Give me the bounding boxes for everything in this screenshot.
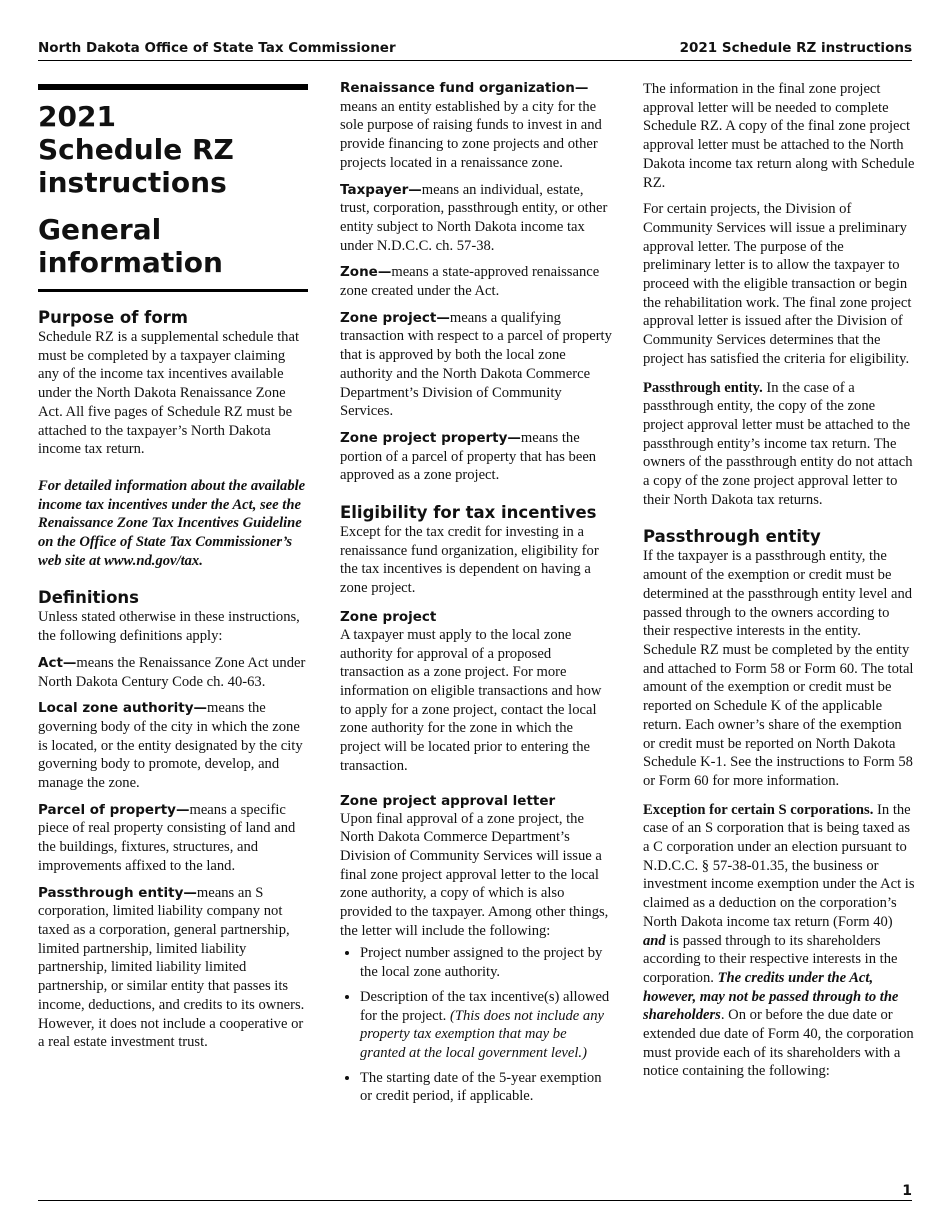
eligibility-heading: Eligibility for tax incentives — [340, 503, 597, 523]
final-letter-text: The information in the final zone project approval letter will be needed to complete Schedule RZ. A copy of the final zone project approval letter must be attached to the North Dakota income tax return along with Schedule RZ. — [643, 81, 915, 191]
definition-local-zone-authority: Local zone authority—means the governing body of the city in which the zone is located, or the entity designated by the city governing body to promote, develop, and manage the zone. — [38, 700, 303, 792]
passthrough-letter-note: Passthrough entity. In the case of a passthrough entity, the copy of the zone project approval letter must be attached to the passthrough entity’s income tax return. The owners of the passthrough entity do not attach a copy of the zone project approval letter to their North Dakota tax returns. — [643, 379, 913, 508]
definition-zone: Zone—means a state-approved renaissance zone created under the Act. — [340, 264, 600, 300]
letter-contents-list — [340, 944, 612, 1106]
agency-name: North Dakota Office of State Tax Commissioner — [38, 40, 396, 56]
definition-renaissance-fund: Renaissance fund organization—means an entity established by a city for the sole purpose of raising funds to invest in and provide financing to zone projects and other projects located in a renaissance zone. — [340, 80, 602, 171]
approval-letter-text: Upon final approval of a zone project, the North Dakota Commerce Department’s Division of Community Services will issue a final zone project approval letter to the local zone authority, a copy of which is also provided to the taxpayer. Among other things, the letter will include the following: — [340, 810, 609, 939]
passthrough-heading: Passthrough entity — [643, 527, 821, 547]
purpose-text: Schedule RZ is a supplemental schedule that must be completed by a taxpayer claiming any of the income tax incentives available under the North Dakota Renaissance Zone Act. All five pages of Schedule RZ must be attached to the taxpayer’s North Dakota income tax return. — [38, 329, 299, 458]
page-number: 1 — [902, 1183, 912, 1199]
definition-parcel: Parcel of property—means a specific piece of real property consisting of land and the buildings, fixtures, structures, and improvements affixed to the land. — [38, 801, 296, 874]
zone-project-text: A taxpayer must apply to the local zone authority for approval of a proposed transaction as a zone project. For more information on eligible transactions and how to apply for a zone project, contact the local zone authority for the zone in which the project will be located prior to entering the transaction. — [340, 626, 602, 774]
page-header — [38, 40, 912, 61]
list-item: • The starting date of the 5-year exemption or credit period, if applicable. — [360, 1069, 612, 1106]
title-block — [38, 84, 308, 292]
passthrough-text: If the taxpayer is a passthrough entity, the amount of the exemption or credit must be determined at the passthrough entity level and passed through to the owners according to their respective interests in the entity. Schedule RZ must be completed by the entity and attached to Form 58 or Form 60. The total amount of the exemption or credit must be reported on Schedule K of the applicable return. Each owner’s share of the exemption or credit must be reported on North Dakota Schedule K-1. See the instructions to Form 58 or Form 60 for more information. — [643, 548, 914, 789]
list-item: • Description of the tax incentive(s) allowed for the project. (This does not include any property tax exemption that may be granted at the local government level.) — [360, 988, 612, 1063]
zone-project-heading: Zone project — [340, 608, 437, 625]
purpose-note: For detailed information about the available income tax incentives under the Act, see the Renaissance Zone Tax Incentives Guideline on the Office of State Tax Commissioner’s web site at www.nd.gov/tax. — [38, 477, 306, 569]
definitions-intro: Unless stated otherwise in these instructions, the following definitions apply: — [38, 609, 300, 645]
approval-letter-heading: Zone project approval letter — [340, 792, 556, 809]
s-corp-exception: Exception for certain S corporations. In the case of an S corporation that is being taxed as a C corporation under an election pursuant to N.D.C.C. § 57-38-01.35, the business or investment income exemption under the Act is claimed as a deduction on the corporation’s North Dakota income tax return (Form 40) and is passed through to its shareholders according to their respective interests in the corporation. The credits under the Act, however, may not be passed through to the shareholders. On or before the due date or extended due date of Form 40, the corporation must provide each of its shareholders with a notice containing the following: — [643, 801, 915, 1080]
definition-zone-project-property: Zone project property—means the portion of a parcel of property that has been approved as a zone project. — [340, 429, 597, 484]
footer-rule — [38, 1200, 912, 1201]
page-subtitle: General information — [38, 213, 223, 279]
definition-zone-project: Zone project—means a qualifying transaction with respect to a parcel of property that is approved by both the local zone authority and the North Dakota Commerce Department’s Division of Community Services. — [340, 309, 612, 420]
purpose-heading: Purpose of form — [38, 308, 188, 327]
column-2 — [340, 79, 612, 1112]
definition-taxpayer: Taxpayer—means an individual, estate, trust, corporation, passthrough entity, or other entity subject to North Dakota income tax under N.D.C.C. ch. 57-38. — [340, 181, 608, 254]
preliminary-letter-text: For certain projects, the Division of Community Services will issue a preliminary approval letter. The purpose of the preliminary letter is to allow the taxpayer to proceed with the eligible transaction or begin the rehabilitation work. The final zone project approval letter is issued after the Division of Community Services determines that the project has satisfied the criteria for eligibility. — [643, 201, 912, 367]
eligibility-text: Except for the tax credit for investing in a renaissance fund organization, eligibility for the tax incentives is dependent on having a zone project. — [340, 524, 599, 597]
definitions-heading: Definitions — [38, 588, 139, 608]
page-title: 2021 Schedule RZ instructions — [38, 100, 234, 199]
list-item: • Project number assigned to the project by the local zone authority. — [360, 944, 612, 981]
column-3 — [643, 80, 915, 1089]
document-name: 2021 Schedule RZ instructions — [679, 40, 912, 56]
definition-passthrough-entity: Passthrough entity—means an S corporation, limited liability company not taxed as a corporation, general partnership, limited partnership, limited liability partnership, limited liability limited partnership, or similar entity that passes its income, deductions, and credits to its owners. However, it does not include a cooperative or a real estate investment trust. — [38, 884, 305, 1051]
column-1 — [38, 80, 308, 1060]
definition-act: Act—means the Renaissance Zone Act under North Dakota Century Code ch. 40-63. — [38, 654, 306, 690]
